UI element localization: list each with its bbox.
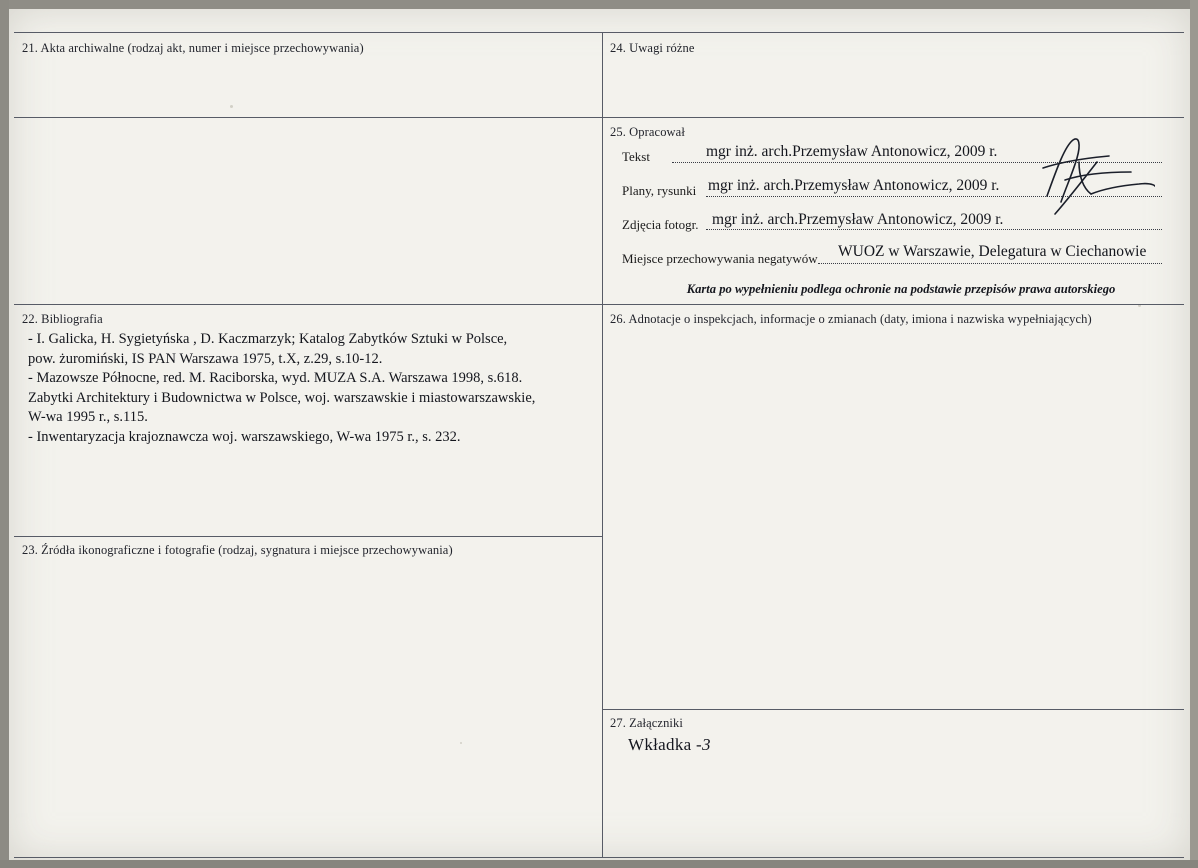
biblio-line: Zabytki Architektury i Budownictwa w Polsce, woj. warszawskie i miastowarszawskie, [28,389,536,406]
paper-speck [460,742,462,744]
opracowal-row-tekst-value: mgr inż. arch.Przemysław Antonowicz, 2009 r. [706,143,998,160]
field-25-text: Opracował [629,125,685,139]
opracowal-row-zdjecia-value: mgr inż. arch.Przemysław Antonowicz, 2009 r. [712,211,1004,228]
field-26-text: Adnotacje o inspekcjach, informacje o zmianach (daty, imiona i nazwiska wypełniających) [628,312,1092,326]
rule-top [14,32,1184,33]
opracowal-row-negatywy-label: Miejsce przechowywania negatywów [622,251,818,266]
biblio-line: W-wa 1995 r., s.115. [28,409,148,425]
field-24-label [610,41,694,56]
field-26-number: 26. [610,312,626,326]
rule-21-22 [14,117,602,118]
field-27-number: 27. [610,716,626,730]
opracowal-row-plany-value: mgr inż. arch.Przemysław Antonowicz, 2009 r. [708,177,1000,194]
field-22-value [28,330,593,447]
field-22-number: 22. [22,312,38,326]
rule-center-vertical [602,32,603,858]
field-27-text: Załączniki [629,716,683,730]
field-27-value [628,735,711,755]
opracowal-row-zdjecia-label: Zdjęcia fotogr. [622,217,699,232]
opracowal-row-negatywy-value: WUOZ w Warszawie, Delegatura w Ciechanowie [838,243,1147,260]
opracowal-row-tekst-rule [672,162,1162,163]
rule-26-27 [602,709,1184,710]
paper-speck [230,105,233,108]
opracowal-row-zdjecia-rule [706,229,1162,230]
rule-24-25 [602,117,1184,118]
copyright-notice: Karta po wypełnieniu podlega ochronie na podstawie przepisów prawa autorskiego [686,282,1116,296]
field-21-label [22,41,364,56]
scan-edge-left [0,0,9,868]
field-22-label [22,312,103,327]
field-21-text: Akta archiwalne (rodzaj akt, numer i miejsce przechowywania) [40,41,364,55]
scan-edge-top [0,0,1198,9]
field-21-number: 21. [22,41,38,55]
opracowal-row-negatywy-rule [818,263,1162,264]
field-25-number: 25. [610,125,626,139]
field-22-text: Bibliografia [41,312,103,326]
field-24-text: Uwagi różne [629,41,695,55]
field-25-label [610,125,685,140]
rule-23-top [14,536,602,537]
scan-edge-bottom [0,860,1198,868]
rule-25-26 [602,304,1184,305]
opracowal-row-plany-rule [706,196,1162,197]
field-23-label [22,543,453,558]
scan-edge-right [1190,0,1198,868]
biblio-line: - I. Galicka, H. Sygietyńska , D. Kaczmarzyk; Katalog Zabytków Sztuki w Polsce, [28,331,508,347]
rule-bottom [14,857,1184,858]
field-23-text: Źródła ikonograficzne i fotografie (rodzaj, sygnatura i miejsce przechowywania) [41,543,453,557]
attachment-name: Wkładka [628,735,692,754]
field-23-number: 23. [22,543,38,557]
rule-22-top [14,304,602,305]
opracowal-row-tekst-label: Tekst [622,149,650,164]
field-24-number: 24. [610,41,626,55]
biblio-line: - Inwentaryzacja krajoznawcza woj. warszawskiego, W-wa 1975 r., s. 232. [28,428,461,445]
opracowal-row-plany-label: Plany, rysunki [622,183,697,198]
attachment-count: -3 [696,735,711,754]
field-26-label [610,312,1092,327]
biblio-line: - Mazowsze Północne, red. M. Raciborska, wyd. MUZA S.A. Warszawa 1998, s.618. [28,370,523,386]
field-27-label [610,716,683,731]
biblio-line: pow. żuromiński, IS PAN Warszawa 1975, t.X, z.29, s.10-12. [28,350,383,367]
